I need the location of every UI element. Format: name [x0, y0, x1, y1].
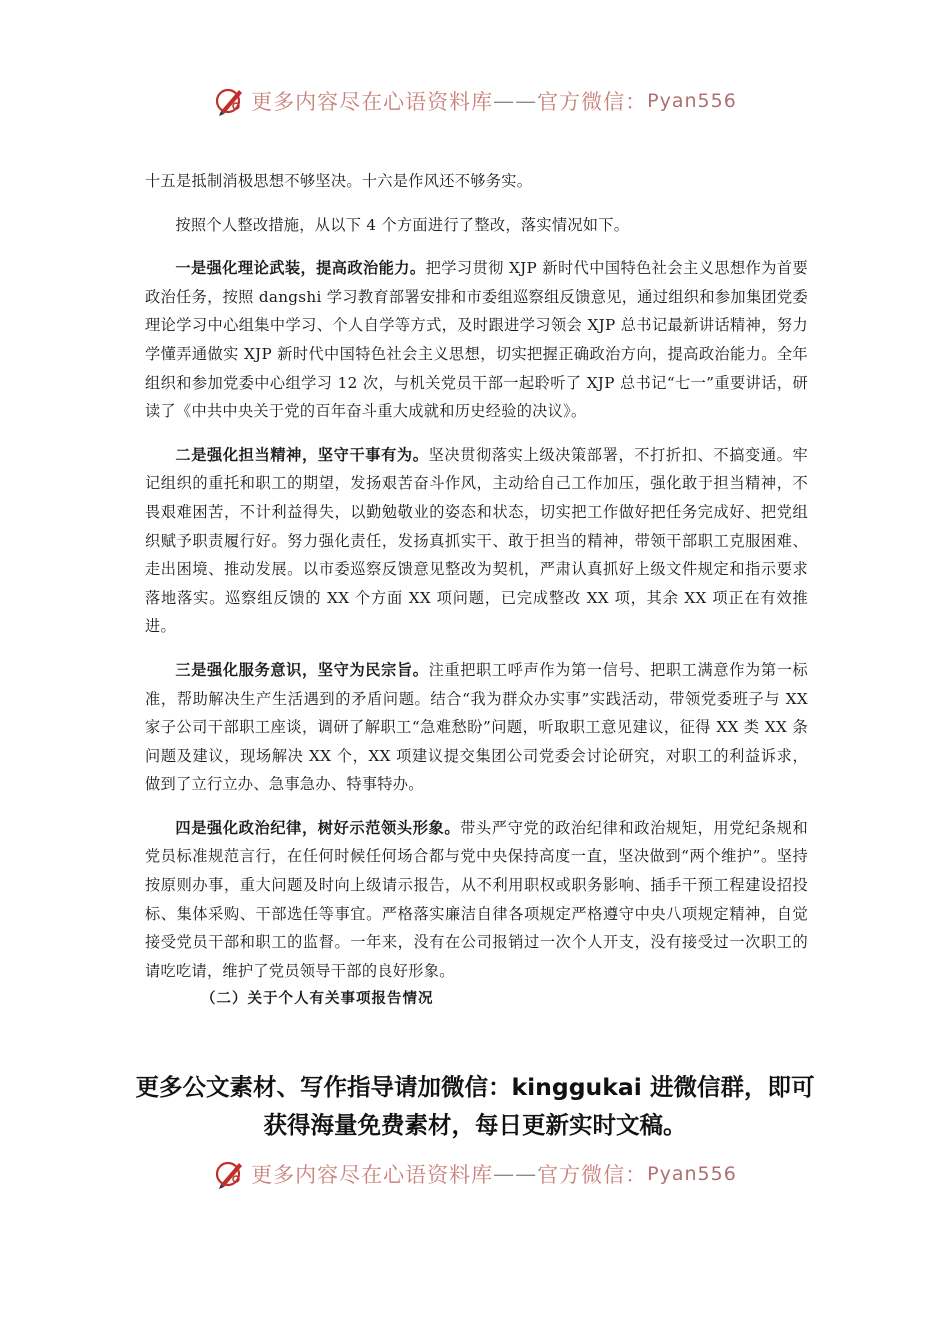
paragraph-heading: 二是强化担当精神，坚守干事有为。: [175, 445, 429, 464]
paragraph-heading: 三是强化服务意识，坚守为民宗旨。: [175, 660, 429, 679]
promo-line-2: 获得海量免费素材，每日更新实时文稿。: [263, 1111, 687, 1139]
paragraph: 按照个人整改措施，从以下 4 个方面进行了整改，落实情况如下。: [175, 215, 630, 234]
pen-logo-icon: [213, 84, 247, 118]
banner-wechat-label: 官方微信：: [537, 1163, 648, 1187]
paragraph-heading: 一是强化理论武装，提高政治能力。: [175, 259, 426, 278]
banner-text: 更多内容尽在心语资料库: [251, 90, 494, 114]
banner-wechat-label: 官方微信：: [537, 90, 648, 114]
pen-logo-icon: [213, 1157, 247, 1191]
banner-text: 更多内容尽在心语资料库: [251, 1163, 494, 1187]
paragraph-heading: 四是强化政治纪律，树好示范领头形象。: [175, 818, 461, 837]
paragraph: 十五是抵制消极思想不够坚决。十六是作风还不够务实。: [145, 172, 533, 190]
paragraph: 四是强化政治纪律，树好示范领头形象。带头严守党的政治纪律和政治规矩，用党纪条规和党员标准规范言行，在任何时候任何场合都与党中央保持高度一直，坚决做到“两个维护”。坚持按原则办事，重大问题及时向上级请示报告，从不利用职权或职务影响、插手干预工程建设招投标、集体采购、干部选任等事宜。严格落实廉洁自律各项规定严格遵守中央八项规定精神，自觉接受党员干部和职工的监督。一年来，没有在公司报销过一次个人开支，没有接受过一次职工的请吃吃请，维护了党员领导干部的良好形象。: [145, 818, 808, 980]
banner-separator: ——: [493, 89, 538, 113]
section-subheading: （二）关于个人有关事项报告情况: [201, 990, 434, 1008]
banner-wechat-id: Pyan556: [647, 1163, 737, 1185]
paragraph: 三是强化服务意识，坚守为民宗旨。注重把职工呼声作为第一信号、把职工满意作为第一标准，帮助解决生产生活遇到的矛盾问题。结合“我为群众办实事”实践活动，带领党委班子与 XX 家子公司干部职工座谈，调研了解职工“急难愁盼”问题，听取职工意见建议，征得 XX 类 XX 条问题及建议，现场解决 XX 个，XX 项建议提交集团公司党委会讨论研究，对职工的利益诉求，做到了立行立办、急事急办、特事特办。: [145, 660, 808, 794]
banner-wechat-id: Pyan556: [647, 90, 737, 112]
promo-text: [100, 1068, 850, 1144]
footer-banner: [0, 1157, 950, 1191]
document-body: [145, 167, 808, 1014]
header-banner: [0, 84, 950, 118]
banner-separator: ——: [493, 1162, 538, 1186]
paragraph: 二是强化担当精神，坚守干事有为。坚决贯彻落实上级决策部署，不打折扣、不搞变通。牢记组织的重托和职工的期望，发扬艰苦奋斗作风，主动给自己工作加压，强化敢于担当精神，不畏艰难困苦，不计利益得失，以勤勉敬业的姿态和状态，切实把工作做好把任务完成好、把党组织赋予职责履行好。努力强化责任，发扬真抓实干、敢于担当的精神，带领干部职工克服困难、走出困境、推动发展。以市委巡察反馈意见整改为契机，严肃认真抓好上级文件规定和指示要求落地落实。巡察组反馈的 XX 个方面 XX 项问题，已完成整改 XX 项，其余 XX 项正在有效推进。: [145, 445, 808, 636]
paragraph: 一是强化理论武装，提高政治能力。把学习贯彻 XJP 新时代中国特色社会主义思想作为首要政治任务，按照 dangshi 学习教育部署安排和市委组巡察组反馈意见，通过组织和参加集团党委理论学习中心组集中学习、个人自学等方式，及时跟进学习领会 XJP 总书记最新讲话精神，努力学懂弄通做实 XJP 新时代中国特色社会主义思想，切实把握正确政治方向，提高政治能力。全年组织和参加党委中心组学习 12 次，与机关党员干部一起聆听了 XJP 总书记“七一”重要讲话，研读了《中共中央关于党的百年奋斗重大成就和历史经验的决议》。: [145, 259, 808, 421]
promo-line-1: 更多公文素材、写作指导请加微信：kinggukai 进微信群，即可: [135, 1073, 815, 1101]
